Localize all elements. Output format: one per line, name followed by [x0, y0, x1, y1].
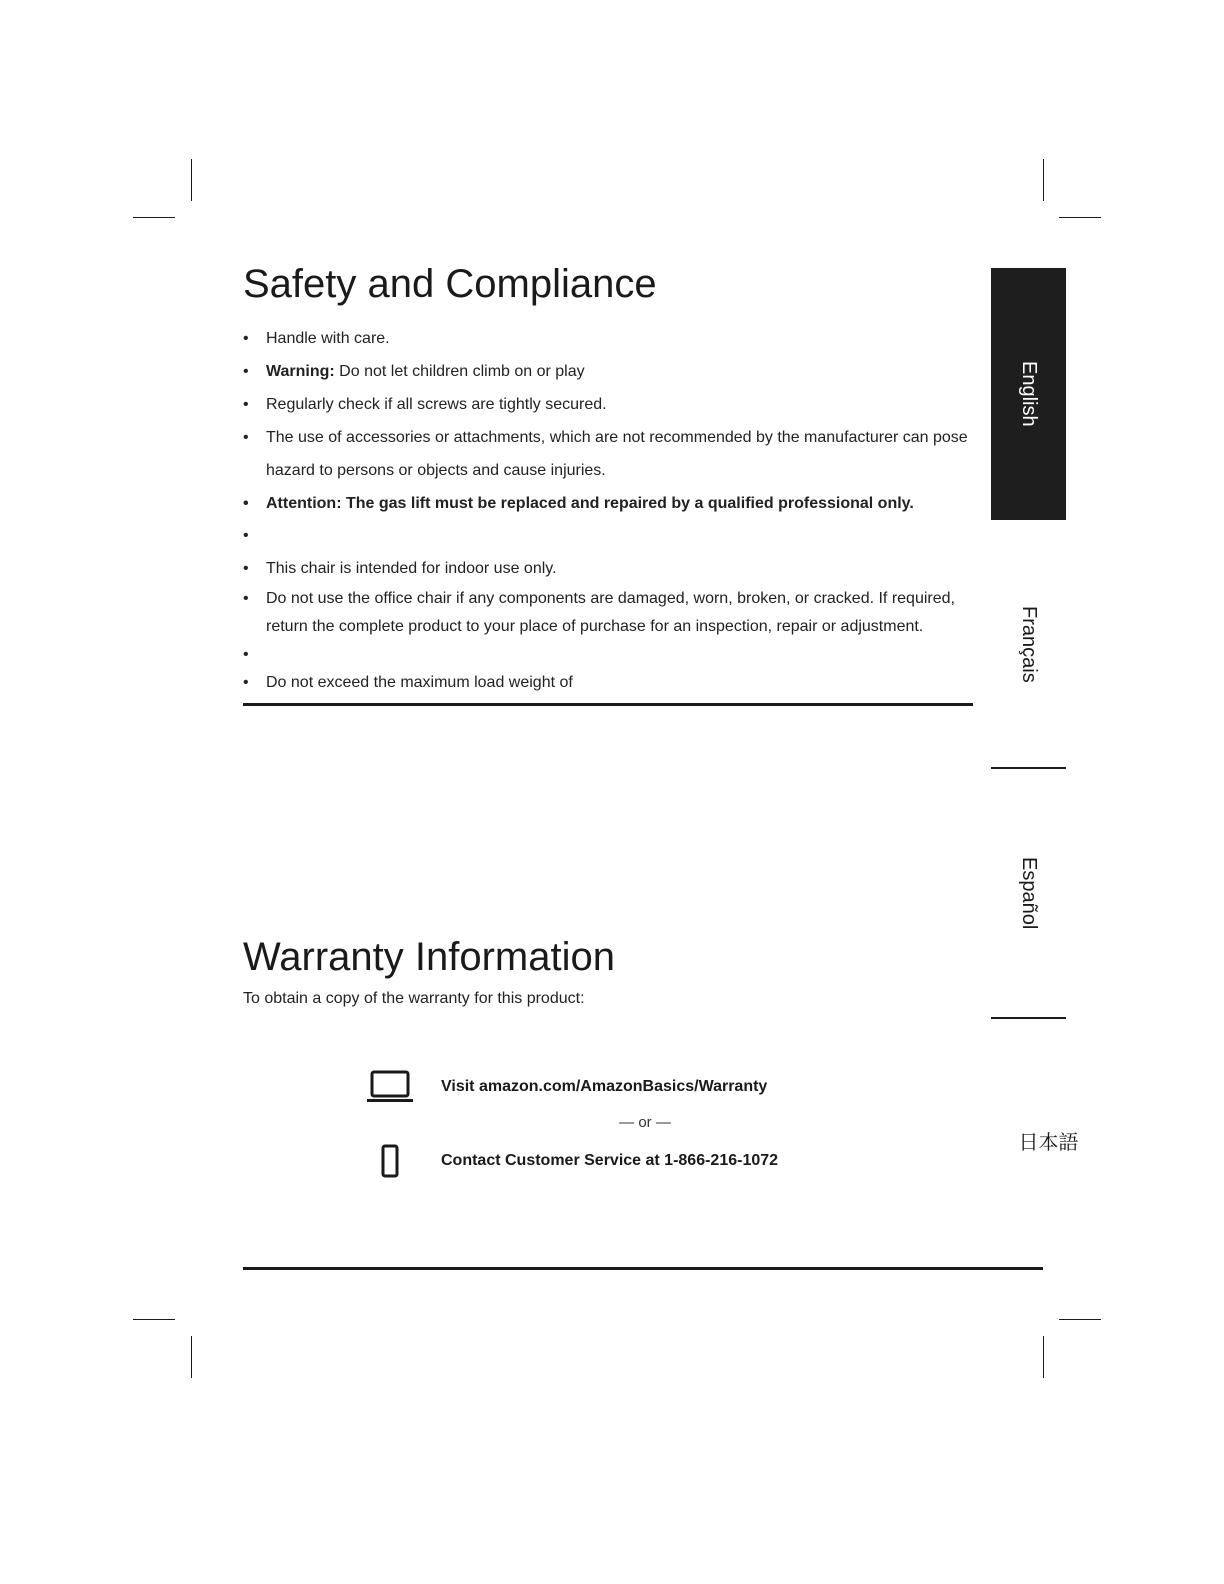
crop-mark — [1059, 217, 1101, 218]
list-item-empty — [243, 641, 973, 669]
bullet-point: • — [243, 646, 249, 663]
tab-japanese-label: 日本語 — [1018, 1132, 1079, 1154]
safety-list — [243, 322, 973, 697]
list-item-text: Do not exceed the maximum load weight of — [266, 674, 573, 691]
safety-title: Safety and Compliance — [243, 262, 657, 306]
list-item — [243, 585, 973, 641]
tab-english[interactable] — [991, 268, 1066, 520]
tab-japanese[interactable] — [991, 1018, 1079, 1268]
warranty-intro: To obtain a copy of the warranty for this product: — [243, 990, 585, 1007]
tab-francais-label: Français — [1018, 605, 1040, 683]
crop-mark — [1043, 159, 1044, 201]
tab-espanol[interactable] — [991, 768, 1066, 1018]
crop-mark — [133, 1319, 175, 1320]
tab-francais[interactable] — [991, 520, 1066, 768]
list-item-empty — [243, 522, 973, 550]
list-item — [243, 487, 973, 520]
warning-label: Warning: — [266, 363, 335, 380]
list-item-text: This chair is intended for indoor use only. — [266, 560, 557, 577]
list-item-text: Do not use the office chair if any components are damaged, worn, broken, or cracked. If required, return the complete product to your place of purchase for an inspection, repair or adjustment. — [266, 590, 955, 635]
crop-mark — [1059, 1319, 1101, 1320]
list-item — [243, 421, 973, 487]
list-item-text: Regularly check if all screws are tightly secured. — [266, 396, 607, 413]
warranty-title: Warranty Information — [243, 935, 615, 979]
or-divider: — or — — [619, 1114, 671, 1131]
list-item — [243, 388, 973, 421]
bullet-point: • — [243, 590, 249, 607]
crop-mark — [133, 217, 175, 218]
list-item-text: The use of accessories or attachments, which are not recommended by the manufacturer can pose hazard to persons or objects and cause injuries. — [266, 429, 968, 479]
phone-icon — [365, 1144, 415, 1178]
section-divider — [243, 703, 973, 706]
warranty-contact-row — [365, 1144, 778, 1178]
bullet-point: • — [243, 527, 249, 544]
tab-espanol-label: Español — [1018, 856, 1040, 930]
tab-english-label: English — [1018, 361, 1040, 427]
warranty-url-link[interactable]: Visit amazon.com/AmazonBasics/Warranty — [441, 1078, 768, 1095]
crop-mark — [191, 1336, 192, 1378]
bullet-point: • — [243, 429, 249, 446]
bullet-point: • — [243, 560, 249, 577]
bullet-point: • — [243, 363, 249, 380]
footer-divider — [243, 1267, 1043, 1270]
crop-mark — [1043, 1336, 1044, 1378]
laptop-icon — [365, 1070, 415, 1104]
bullet-point: • — [243, 674, 249, 691]
list-item — [243, 552, 973, 585]
list-item-text: Handle with care. — [266, 330, 390, 347]
list-item — [243, 355, 973, 388]
customer-service-phone: Contact Customer Service at 1-866-216-1072 — [441, 1152, 779, 1169]
list-item — [243, 669, 973, 697]
bullet-point: • — [243, 495, 249, 512]
bullet-point: • — [243, 396, 249, 413]
list-item — [243, 322, 973, 355]
warranty-visit-row — [365, 1070, 767, 1104]
bullet-point: • — [243, 330, 249, 347]
list-item-text: Do not let children climb on or play — [334, 363, 585, 380]
crop-mark — [191, 159, 192, 201]
attention-text: Attention: The gas lift must be replaced and repaired by a qualified professional only. — [266, 495, 914, 512]
